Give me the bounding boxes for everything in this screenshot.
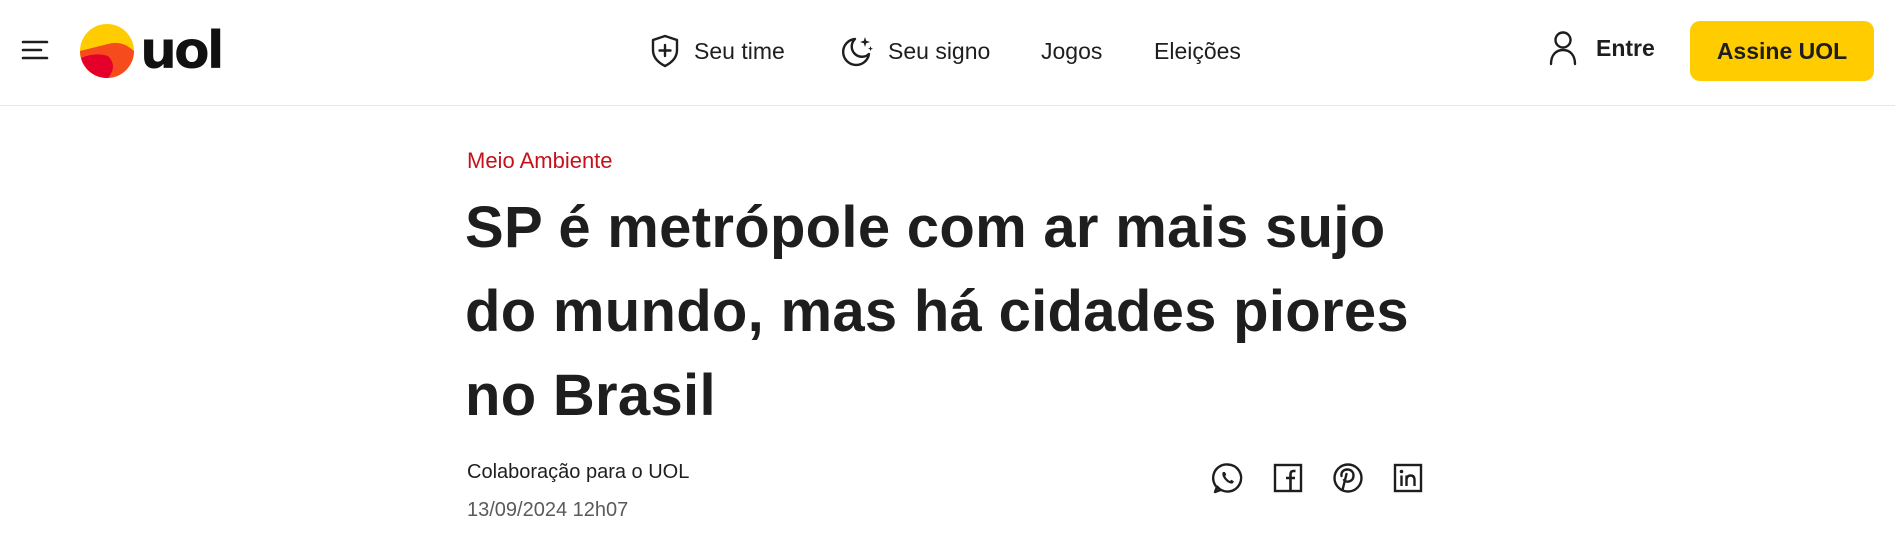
nav-label-eleicoes: Eleições — [1154, 37, 1241, 64]
facebook-icon — [1271, 461, 1305, 495]
nav-label-seu-signo: Seu signo — [888, 37, 991, 64]
nav-eleicoes[interactable] — [1154, 26, 1241, 76]
subscribe-button[interactable]: Assine UOL — [1690, 21, 1874, 81]
nav-seu-signo[interactable] — [840, 26, 990, 76]
share-facebook-button[interactable] — [1271, 461, 1305, 495]
article-date: 13/09/2024 12h07 — [467, 499, 629, 521]
article-category[interactable]: Meio Ambiente — [467, 148, 613, 173]
whatsapp-icon — [1211, 461, 1245, 495]
moon-stars-icon — [840, 34, 874, 68]
nav-seu-time[interactable] — [650, 26, 785, 76]
shield-plus-icon — [650, 34, 680, 68]
nav-label-jogos: Jogos — [1041, 37, 1103, 64]
linkedin-icon — [1391, 461, 1425, 495]
share-linkedin-button[interactable] — [1391, 461, 1425, 495]
user-icon — [1548, 30, 1578, 66]
share-whatsapp-button[interactable] — [1211, 461, 1245, 495]
pinterest-icon — [1331, 461, 1365, 495]
top-bar — [0, 0, 1895, 106]
login-label: Entre — [1596, 34, 1655, 61]
nav-jogos[interactable] — [1041, 26, 1102, 76]
logo-wordmark: uol — [140, 21, 222, 81]
uol-logo-mark — [78, 22, 136, 80]
article-author: Colaboração para o UOL — [467, 461, 690, 483]
uol-logo[interactable] — [78, 22, 222, 80]
login-button[interactable] — [1548, 30, 1655, 66]
article-title: SP é metrópole com ar mais sujo do mundo, mas há cidades piores no Brasil — [465, 195, 1409, 428]
share-pinterest-button[interactable] — [1331, 461, 1365, 495]
nav-label-seu-time: Seu time — [694, 37, 785, 64]
menu-icon[interactable] — [20, 34, 52, 66]
